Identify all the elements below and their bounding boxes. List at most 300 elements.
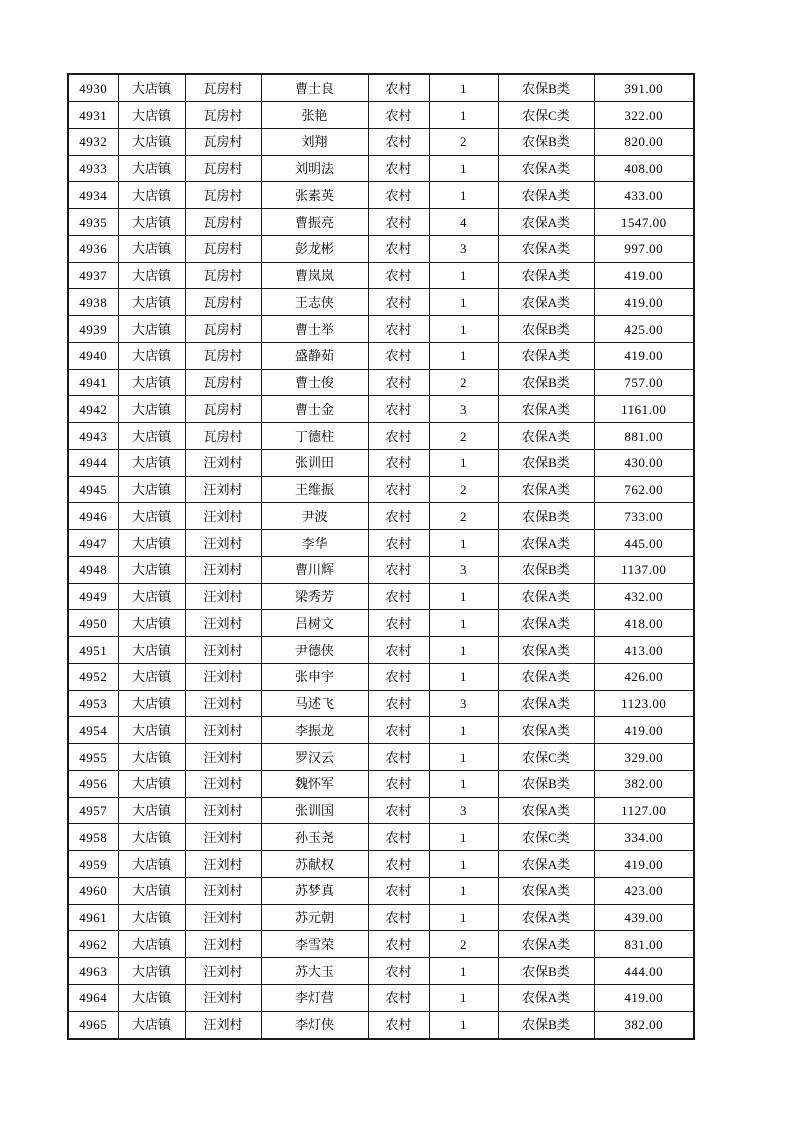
cell-amount: 997.00 <box>594 235 694 262</box>
cell-village: 汪刘村 <box>185 610 261 637</box>
cell-village: 汪刘村 <box>185 958 261 985</box>
table-row <box>68 128 694 155</box>
cell-name: 尹德侠 <box>261 637 368 664</box>
cell-town: 大店镇 <box>118 476 185 503</box>
cell-id: 4964 <box>68 984 118 1011</box>
cell-person-count: 1 <box>429 262 498 289</box>
cell-residence-type: 农村 <box>368 476 429 503</box>
cell-amount: 419.00 <box>594 342 694 369</box>
cell-person-count: 1 <box>429 904 498 931</box>
cell-amount: 408.00 <box>594 155 694 182</box>
table-row <box>68 262 694 289</box>
cell-town: 大店镇 <box>118 1011 185 1039</box>
cell-amount: 413.00 <box>594 637 694 664</box>
cell-town: 大店镇 <box>118 182 185 209</box>
cell-amount: 329.00 <box>594 744 694 771</box>
cell-residence-type: 农村 <box>368 396 429 423</box>
cell-name: 苏梦真 <box>261 877 368 904</box>
cell-town: 大店镇 <box>118 984 185 1011</box>
cell-residence-type: 农村 <box>368 824 429 851</box>
cell-name: 马述飞 <box>261 690 368 717</box>
cell-village: 瓦房村 <box>185 155 261 182</box>
cell-id: 4952 <box>68 663 118 690</box>
cell-amount: 382.00 <box>594 770 694 797</box>
cell-amount: 334.00 <box>594 824 694 851</box>
cell-residence-type: 农村 <box>368 423 429 450</box>
cell-town: 大店镇 <box>118 369 185 396</box>
cell-id: 4959 <box>68 851 118 878</box>
cell-residence-type: 农村 <box>368 717 429 744</box>
cell-residence-type: 农村 <box>368 770 429 797</box>
cell-insurance-class: 农保B类 <box>498 503 594 530</box>
cell-residence-type: 农村 <box>368 851 429 878</box>
cell-person-count: 1 <box>429 102 498 129</box>
cell-village: 瓦房村 <box>185 342 261 369</box>
table-row <box>68 556 694 583</box>
cell-id: 4958 <box>68 824 118 851</box>
cell-person-count: 1 <box>429 663 498 690</box>
cell-insurance-class: 农保A类 <box>498 530 594 557</box>
cell-insurance-class: 农保B类 <box>498 316 594 343</box>
cell-id: 4955 <box>68 744 118 771</box>
cell-name: 刘明法 <box>261 155 368 182</box>
cell-residence-type: 农村 <box>368 1011 429 1039</box>
table-row <box>68 824 694 851</box>
cell-amount: 419.00 <box>594 717 694 744</box>
cell-name: 魏怀军 <box>261 770 368 797</box>
cell-village: 瓦房村 <box>185 74 261 102</box>
cell-residence-type: 农村 <box>368 984 429 1011</box>
cell-id: 4930 <box>68 74 118 102</box>
cell-town: 大店镇 <box>118 235 185 262</box>
cell-person-count: 1 <box>429 877 498 904</box>
cell-insurance-class: 农保A类 <box>498 262 594 289</box>
cell-town: 大店镇 <box>118 877 185 904</box>
cell-amount: 418.00 <box>594 610 694 637</box>
cell-person-count: 1 <box>429 851 498 878</box>
cell-insurance-class: 农保A类 <box>498 342 594 369</box>
cell-residence-type: 农村 <box>368 369 429 396</box>
cell-name: 曹士举 <box>261 316 368 343</box>
cell-town: 大店镇 <box>118 423 185 450</box>
cell-person-count: 1 <box>429 449 498 476</box>
cell-person-count: 1 <box>429 316 498 343</box>
cell-residence-type: 农村 <box>368 235 429 262</box>
table-row <box>68 369 694 396</box>
cell-amount: 382.00 <box>594 1011 694 1039</box>
cell-insurance-class: 农保A类 <box>498 877 594 904</box>
cell-village: 汪刘村 <box>185 931 261 958</box>
cell-id: 4960 <box>68 877 118 904</box>
table-row <box>68 530 694 557</box>
table-row <box>68 717 694 744</box>
cell-village: 汪刘村 <box>185 851 261 878</box>
cell-id: 4962 <box>68 931 118 958</box>
cell-id: 4933 <box>68 155 118 182</box>
table-row <box>68 931 694 958</box>
cell-town: 大店镇 <box>118 663 185 690</box>
benefit-roster-table <box>67 73 695 1040</box>
cell-id: 4945 <box>68 476 118 503</box>
table-row <box>68 610 694 637</box>
table-row <box>68 396 694 423</box>
cell-amount: 432.00 <box>594 583 694 610</box>
cell-residence-type: 农村 <box>368 797 429 824</box>
cell-insurance-class: 农保A类 <box>498 637 594 664</box>
cell-amount: 831.00 <box>594 931 694 958</box>
cell-id: 4950 <box>68 610 118 637</box>
cell-village: 汪刘村 <box>185 476 261 503</box>
cell-person-count: 1 <box>429 289 498 316</box>
cell-person-count: 2 <box>429 128 498 155</box>
cell-residence-type: 农村 <box>368 262 429 289</box>
cell-town: 大店镇 <box>118 556 185 583</box>
table-row <box>68 182 694 209</box>
cell-amount: 419.00 <box>594 851 694 878</box>
cell-town: 大店镇 <box>118 102 185 129</box>
cell-amount: 1123.00 <box>594 690 694 717</box>
cell-id: 4944 <box>68 449 118 476</box>
cell-insurance-class: 农保A类 <box>498 610 594 637</box>
cell-person-count: 1 <box>429 610 498 637</box>
cell-id: 4943 <box>68 423 118 450</box>
cell-village: 汪刘村 <box>185 824 261 851</box>
cell-name: 曹川辉 <box>261 556 368 583</box>
cell-village: 瓦房村 <box>185 235 261 262</box>
cell-village: 汪刘村 <box>185 503 261 530</box>
cell-insurance-class: 农保B类 <box>498 128 594 155</box>
table-row <box>68 209 694 236</box>
cell-insurance-class: 农保A类 <box>498 209 594 236</box>
cell-residence-type: 农村 <box>368 583 429 610</box>
cell-village: 瓦房村 <box>185 102 261 129</box>
cell-amount: 433.00 <box>594 182 694 209</box>
cell-name: 张艳 <box>261 102 368 129</box>
cell-residence-type: 农村 <box>368 128 429 155</box>
cell-village: 汪刘村 <box>185 877 261 904</box>
cell-residence-type: 农村 <box>368 556 429 583</box>
cell-name: 张训田 <box>261 449 368 476</box>
cell-residence-type: 农村 <box>368 637 429 664</box>
cell-amount: 419.00 <box>594 262 694 289</box>
cell-person-count: 2 <box>429 369 498 396</box>
cell-town: 大店镇 <box>118 449 185 476</box>
cell-insurance-class: 农保B类 <box>498 369 594 396</box>
cell-amount: 391.00 <box>594 74 694 102</box>
cell-insurance-class: 农保A类 <box>498 690 594 717</box>
cell-name: 吕树文 <box>261 610 368 637</box>
cell-amount: 757.00 <box>594 369 694 396</box>
cell-village: 汪刘村 <box>185 797 261 824</box>
table-row <box>68 155 694 182</box>
cell-person-count: 3 <box>429 235 498 262</box>
cell-insurance-class: 农保B类 <box>498 74 594 102</box>
cell-town: 大店镇 <box>118 74 185 102</box>
cell-amount: 419.00 <box>594 289 694 316</box>
cell-id: 4961 <box>68 904 118 931</box>
cell-village: 汪刘村 <box>185 904 261 931</box>
cell-amount: 322.00 <box>594 102 694 129</box>
cell-insurance-class: 农保B类 <box>498 556 594 583</box>
table-row <box>68 476 694 503</box>
cell-town: 大店镇 <box>118 744 185 771</box>
cell-town: 大店镇 <box>118 958 185 985</box>
cell-insurance-class: 农保B类 <box>498 770 594 797</box>
cell-town: 大店镇 <box>118 503 185 530</box>
cell-person-count: 1 <box>429 958 498 985</box>
cell-id: 4963 <box>68 958 118 985</box>
cell-person-count: 3 <box>429 690 498 717</box>
cell-id: 4965 <box>68 1011 118 1039</box>
cell-name: 李振龙 <box>261 717 368 744</box>
cell-amount: 1547.00 <box>594 209 694 236</box>
cell-person-count: 1 <box>429 637 498 664</box>
table-row <box>68 984 694 1011</box>
cell-person-count: 2 <box>429 503 498 530</box>
cell-name: 李华 <box>261 530 368 557</box>
cell-person-count: 1 <box>429 824 498 851</box>
cell-id: 4935 <box>68 209 118 236</box>
cell-village: 汪刘村 <box>185 556 261 583</box>
cell-residence-type: 农村 <box>368 530 429 557</box>
cell-residence-type: 农村 <box>368 610 429 637</box>
cell-residence-type: 农村 <box>368 449 429 476</box>
cell-id: 4954 <box>68 717 118 744</box>
cell-town: 大店镇 <box>118 824 185 851</box>
cell-village: 汪刘村 <box>185 637 261 664</box>
table-row <box>68 1011 694 1039</box>
cell-amount: 1127.00 <box>594 797 694 824</box>
cell-town: 大店镇 <box>118 155 185 182</box>
table-row <box>68 637 694 664</box>
cell-town: 大店镇 <box>118 637 185 664</box>
table-row <box>68 663 694 690</box>
cell-town: 大店镇 <box>118 209 185 236</box>
cell-name: 张训国 <box>261 797 368 824</box>
cell-amount: 423.00 <box>594 877 694 904</box>
cell-id: 4956 <box>68 770 118 797</box>
cell-id: 4931 <box>68 102 118 129</box>
cell-id: 4948 <box>68 556 118 583</box>
cell-town: 大店镇 <box>118 128 185 155</box>
cell-insurance-class: 农保A类 <box>498 984 594 1011</box>
cell-person-count: 1 <box>429 770 498 797</box>
cell-village: 瓦房村 <box>185 423 261 450</box>
cell-residence-type: 农村 <box>368 182 429 209</box>
cell-name: 刘翔 <box>261 128 368 155</box>
cell-name: 尹波 <box>261 503 368 530</box>
cell-id: 4942 <box>68 396 118 423</box>
cell-residence-type: 农村 <box>368 690 429 717</box>
cell-insurance-class: 农保B类 <box>498 1011 594 1039</box>
table-row <box>68 449 694 476</box>
cell-id: 4946 <box>68 503 118 530</box>
cell-village: 汪刘村 <box>185 770 261 797</box>
cell-name: 苏献权 <box>261 851 368 878</box>
cell-name: 盛静茹 <box>261 342 368 369</box>
table-row <box>68 102 694 129</box>
cell-insurance-class: 农保A类 <box>498 583 594 610</box>
cell-insurance-class: 农保C类 <box>498 744 594 771</box>
table-row <box>68 503 694 530</box>
cell-town: 大店镇 <box>118 770 185 797</box>
cell-residence-type: 农村 <box>368 342 429 369</box>
cell-town: 大店镇 <box>118 530 185 557</box>
cell-insurance-class: 农保A类 <box>498 235 594 262</box>
cell-town: 大店镇 <box>118 610 185 637</box>
cell-town: 大店镇 <box>118 289 185 316</box>
cell-residence-type: 农村 <box>368 74 429 102</box>
cell-name: 曹岚岚 <box>261 262 368 289</box>
cell-village: 汪刘村 <box>185 449 261 476</box>
cell-village: 汪刘村 <box>185 744 261 771</box>
cell-village: 汪刘村 <box>185 663 261 690</box>
cell-name: 彭龙彬 <box>261 235 368 262</box>
cell-amount: 444.00 <box>594 958 694 985</box>
cell-id: 4938 <box>68 289 118 316</box>
table-row <box>68 74 694 102</box>
cell-name: 丁德柱 <box>261 423 368 450</box>
cell-village: 瓦房村 <box>185 289 261 316</box>
cell-town: 大店镇 <box>118 262 185 289</box>
cell-residence-type: 农村 <box>368 958 429 985</box>
cell-insurance-class: 农保A类 <box>498 155 594 182</box>
cell-town: 大店镇 <box>118 316 185 343</box>
cell-insurance-class: 农保A类 <box>498 423 594 450</box>
cell-residence-type: 农村 <box>368 209 429 236</box>
cell-amount: 762.00 <box>594 476 694 503</box>
cell-village: 汪刘村 <box>185 690 261 717</box>
cell-person-count: 4 <box>429 209 498 236</box>
cell-residence-type: 农村 <box>368 931 429 958</box>
cell-id: 4934 <box>68 182 118 209</box>
cell-id: 4947 <box>68 530 118 557</box>
cell-town: 大店镇 <box>118 797 185 824</box>
cell-town: 大店镇 <box>118 851 185 878</box>
cell-town: 大店镇 <box>118 583 185 610</box>
cell-name: 苏元朝 <box>261 904 368 931</box>
cell-village: 汪刘村 <box>185 583 261 610</box>
cell-amount: 881.00 <box>594 423 694 450</box>
cell-amount: 445.00 <box>594 530 694 557</box>
table-row <box>68 958 694 985</box>
cell-residence-type: 农村 <box>368 877 429 904</box>
cell-name: 李雪荣 <box>261 931 368 958</box>
cell-person-count: 2 <box>429 423 498 450</box>
table-row <box>68 583 694 610</box>
cell-name: 梁秀芳 <box>261 583 368 610</box>
cell-person-count: 1 <box>429 717 498 744</box>
cell-village: 瓦房村 <box>185 182 261 209</box>
cell-id: 4949 <box>68 583 118 610</box>
cell-id: 4937 <box>68 262 118 289</box>
cell-insurance-class: 农保A类 <box>498 396 594 423</box>
cell-person-count: 2 <box>429 476 498 503</box>
cell-insurance-class: 农保A类 <box>498 289 594 316</box>
cell-insurance-class: 农保A类 <box>498 851 594 878</box>
cell-village: 瓦房村 <box>185 369 261 396</box>
table-row <box>68 744 694 771</box>
cell-person-count: 2 <box>429 931 498 958</box>
cell-id: 4939 <box>68 316 118 343</box>
cell-village: 瓦房村 <box>185 128 261 155</box>
table-row <box>68 851 694 878</box>
cell-id: 4932 <box>68 128 118 155</box>
cell-person-count: 1 <box>429 155 498 182</box>
cell-amount: 426.00 <box>594 663 694 690</box>
cell-name: 张素英 <box>261 182 368 209</box>
table-row <box>68 690 694 717</box>
cell-id: 4940 <box>68 342 118 369</box>
cell-person-count: 3 <box>429 396 498 423</box>
cell-name: 曹振亮 <box>261 209 368 236</box>
cell-town: 大店镇 <box>118 717 185 744</box>
cell-village: 汪刘村 <box>185 984 261 1011</box>
table-body <box>68 74 694 1039</box>
cell-id: 4951 <box>68 637 118 664</box>
cell-person-count: 1 <box>429 182 498 209</box>
cell-id: 4936 <box>68 235 118 262</box>
cell-name: 曹士良 <box>261 74 368 102</box>
cell-village: 瓦房村 <box>185 262 261 289</box>
cell-residence-type: 农村 <box>368 503 429 530</box>
cell-insurance-class: 农保A类 <box>498 797 594 824</box>
cell-person-count: 1 <box>429 74 498 102</box>
cell-person-count: 1 <box>429 984 498 1011</box>
cell-person-count: 1 <box>429 583 498 610</box>
cell-insurance-class: 农保A类 <box>498 904 594 931</box>
cell-id: 4941 <box>68 369 118 396</box>
cell-name: 曹士金 <box>261 396 368 423</box>
table-row <box>68 342 694 369</box>
table-row <box>68 797 694 824</box>
cell-amount: 1137.00 <box>594 556 694 583</box>
cell-amount: 733.00 <box>594 503 694 530</box>
cell-town: 大店镇 <box>118 904 185 931</box>
cell-village: 汪刘村 <box>185 530 261 557</box>
table-row <box>68 316 694 343</box>
cell-residence-type: 农村 <box>368 663 429 690</box>
cell-insurance-class: 农保A类 <box>498 476 594 503</box>
cell-amount: 439.00 <box>594 904 694 931</box>
cell-name: 王志侠 <box>261 289 368 316</box>
cell-name: 王维振 <box>261 476 368 503</box>
cell-person-count: 1 <box>429 530 498 557</box>
table-row <box>68 770 694 797</box>
cell-residence-type: 农村 <box>368 155 429 182</box>
cell-person-count: 1 <box>429 744 498 771</box>
cell-town: 大店镇 <box>118 396 185 423</box>
cell-amount: 430.00 <box>594 449 694 476</box>
cell-person-count: 1 <box>429 342 498 369</box>
cell-village: 瓦房村 <box>185 209 261 236</box>
table-row <box>68 904 694 931</box>
cell-id: 4953 <box>68 690 118 717</box>
cell-amount: 1161.00 <box>594 396 694 423</box>
cell-residence-type: 农村 <box>368 289 429 316</box>
cell-name: 罗汉云 <box>261 744 368 771</box>
cell-insurance-class: 农保A类 <box>498 182 594 209</box>
cell-village: 瓦房村 <box>185 396 261 423</box>
table-row <box>68 877 694 904</box>
cell-insurance-class: 农保C类 <box>498 824 594 851</box>
cell-residence-type: 农村 <box>368 744 429 771</box>
table-row <box>68 289 694 316</box>
cell-town: 大店镇 <box>118 342 185 369</box>
cell-insurance-class: 农保B类 <box>498 449 594 476</box>
cell-insurance-class: 农保A类 <box>498 663 594 690</box>
cell-name: 张申宇 <box>261 663 368 690</box>
